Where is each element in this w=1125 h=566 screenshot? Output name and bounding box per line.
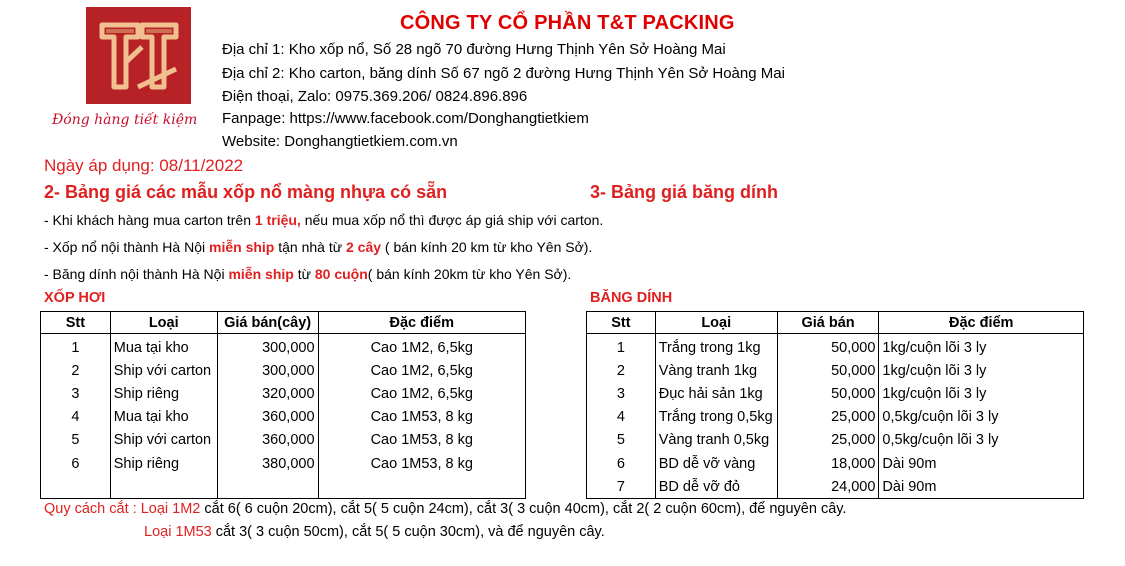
note-1: - Khi khách hàng mua carton trên 1 triệu, nếu mua xốp nổ thì được áp giá ship với carton. xyxy=(44,212,604,228)
col-header-loai: Loại xyxy=(655,312,777,334)
table-row: 3 Ship riêng 320,000 Cao 1M2, 6,5kg xyxy=(41,382,526,405)
col-header-dac-diem: Đặc điểm xyxy=(318,312,525,334)
tt-logo-icon xyxy=(86,7,191,104)
slogan: Đóng hàng tiết kiệm xyxy=(52,112,198,128)
cut-spec-1m53: Loại 1M53 cắt 3( 3 cuộn 50cm), cắt 5( 5 cuộn 30cm), và để nguyên cây. xyxy=(144,524,605,540)
table-row: 1 Trắng trong 1kg 50,000 1kg/cuộn lõi 3 ly xyxy=(587,334,1084,360)
website-link[interactable]: Website: Donghangtietkiem.com.vn xyxy=(222,133,458,150)
col-header-gia-ban: Giá bán xyxy=(777,312,879,334)
section-2-title: 2- Bảng giá các mẫu xốp nổ màng nhựa có sẵn xyxy=(44,182,448,202)
table-row: 3 Đục hải sản 1kg 50,000 1kg/cuộn lõi 3 ly xyxy=(587,382,1084,405)
table-header-row xyxy=(587,312,1084,334)
table-row: 5 Vàng tranh 0,5kg 25,000 0,5kg/cuộn lõi 3 ly xyxy=(587,429,1084,452)
table-row: 5 Ship với carton 360,000 Cao 1M53, 8 kg xyxy=(41,429,526,452)
table-row: 1 Mua tại kho 300,000 Cao 1M2, 6,5kg xyxy=(41,334,526,360)
col-header-stt: Stt xyxy=(41,312,111,334)
table-row: 7 BD dễ vỡ đỏ 24,000 Dài 90m xyxy=(587,475,1084,499)
table-row: 6 BD dễ vỡ vàng 18,000 Dài 90m xyxy=(587,452,1084,475)
col-header-loai: Loại xyxy=(110,312,217,334)
apply-date: Ngày áp dụng: 08/11/2022 xyxy=(44,156,244,175)
address-1: Địa chỉ 1: Kho xốp nổ, Số 28 ngõ 70 đường Hưng Thịnh Yên Sở Hoàng Mai xyxy=(222,41,726,58)
fanpage-link[interactable]: Fanpage: https://www.facebook.com/Donghangtietkiem xyxy=(222,110,589,127)
table-row: 2 Vàng tranh 1kg 50,000 1kg/cuộn lõi 3 ly xyxy=(587,359,1084,382)
cut-spec-1m2: Quy cách cắt : Loại 1M2 cắt 6( 6 cuộn 20cm), cắt 5( 5 cuộn 24cm), cắt 3( 3 cuộn 40cm), cắt 2( 2 cuộn 60cm), để nguyên cây. xyxy=(44,501,847,517)
table-row: 4 Mua tại kho 360,000 Cao 1M53, 8 kg xyxy=(41,406,526,429)
address-2: Địa chỉ 2: Kho carton, băng dính Số 67 ngõ 2 đường Hưng Thịnh Yên Sở Hoàng Mai xyxy=(222,65,785,82)
section-3-title: 3- Bảng giá băng dính xyxy=(590,182,778,202)
bang-dinh-title: BĂNG DÍNH xyxy=(590,290,673,306)
note-2: - Xốp nổ nội thành Hà Nội miễn ship tận nhà từ 2 cây ( bán kính 20 km từ kho Yên Sở). xyxy=(44,239,593,255)
col-header-stt: Stt xyxy=(587,312,656,334)
xop-hoi-title: XỐP HƠI xyxy=(44,290,106,306)
bang-dinh-table xyxy=(586,311,1084,499)
table-row: 2 Ship với carton 300,000 Cao 1M2, 6,5kg xyxy=(41,359,526,382)
col-header-gia-ban: Giá bán(cây) xyxy=(217,312,318,334)
xop-hoi-table xyxy=(40,311,526,499)
company-name: CÔNG TY CỔ PHẦN T&T PACKING xyxy=(400,12,735,34)
company-logo xyxy=(86,7,191,104)
table-row xyxy=(41,475,526,499)
table-header-row xyxy=(41,312,526,334)
note-3: - Băng dính nội thành Hà Nội miễn ship từ 80 cuộn( bán kính 20km từ kho Yên Sở). xyxy=(44,266,572,282)
table-row: 6 Ship riêng 380,000 Cao 1M53, 8 kg xyxy=(41,452,526,475)
col-header-dac-diem: Đặc điểm xyxy=(879,312,1084,334)
phone: Điện thoại, Zalo: 0975.369.206/ 0824.896.896 xyxy=(222,88,528,105)
table-row: 4 Trắng trong 0,5kg 25,000 0,5kg/cuộn lõi 3 ly xyxy=(587,406,1084,429)
